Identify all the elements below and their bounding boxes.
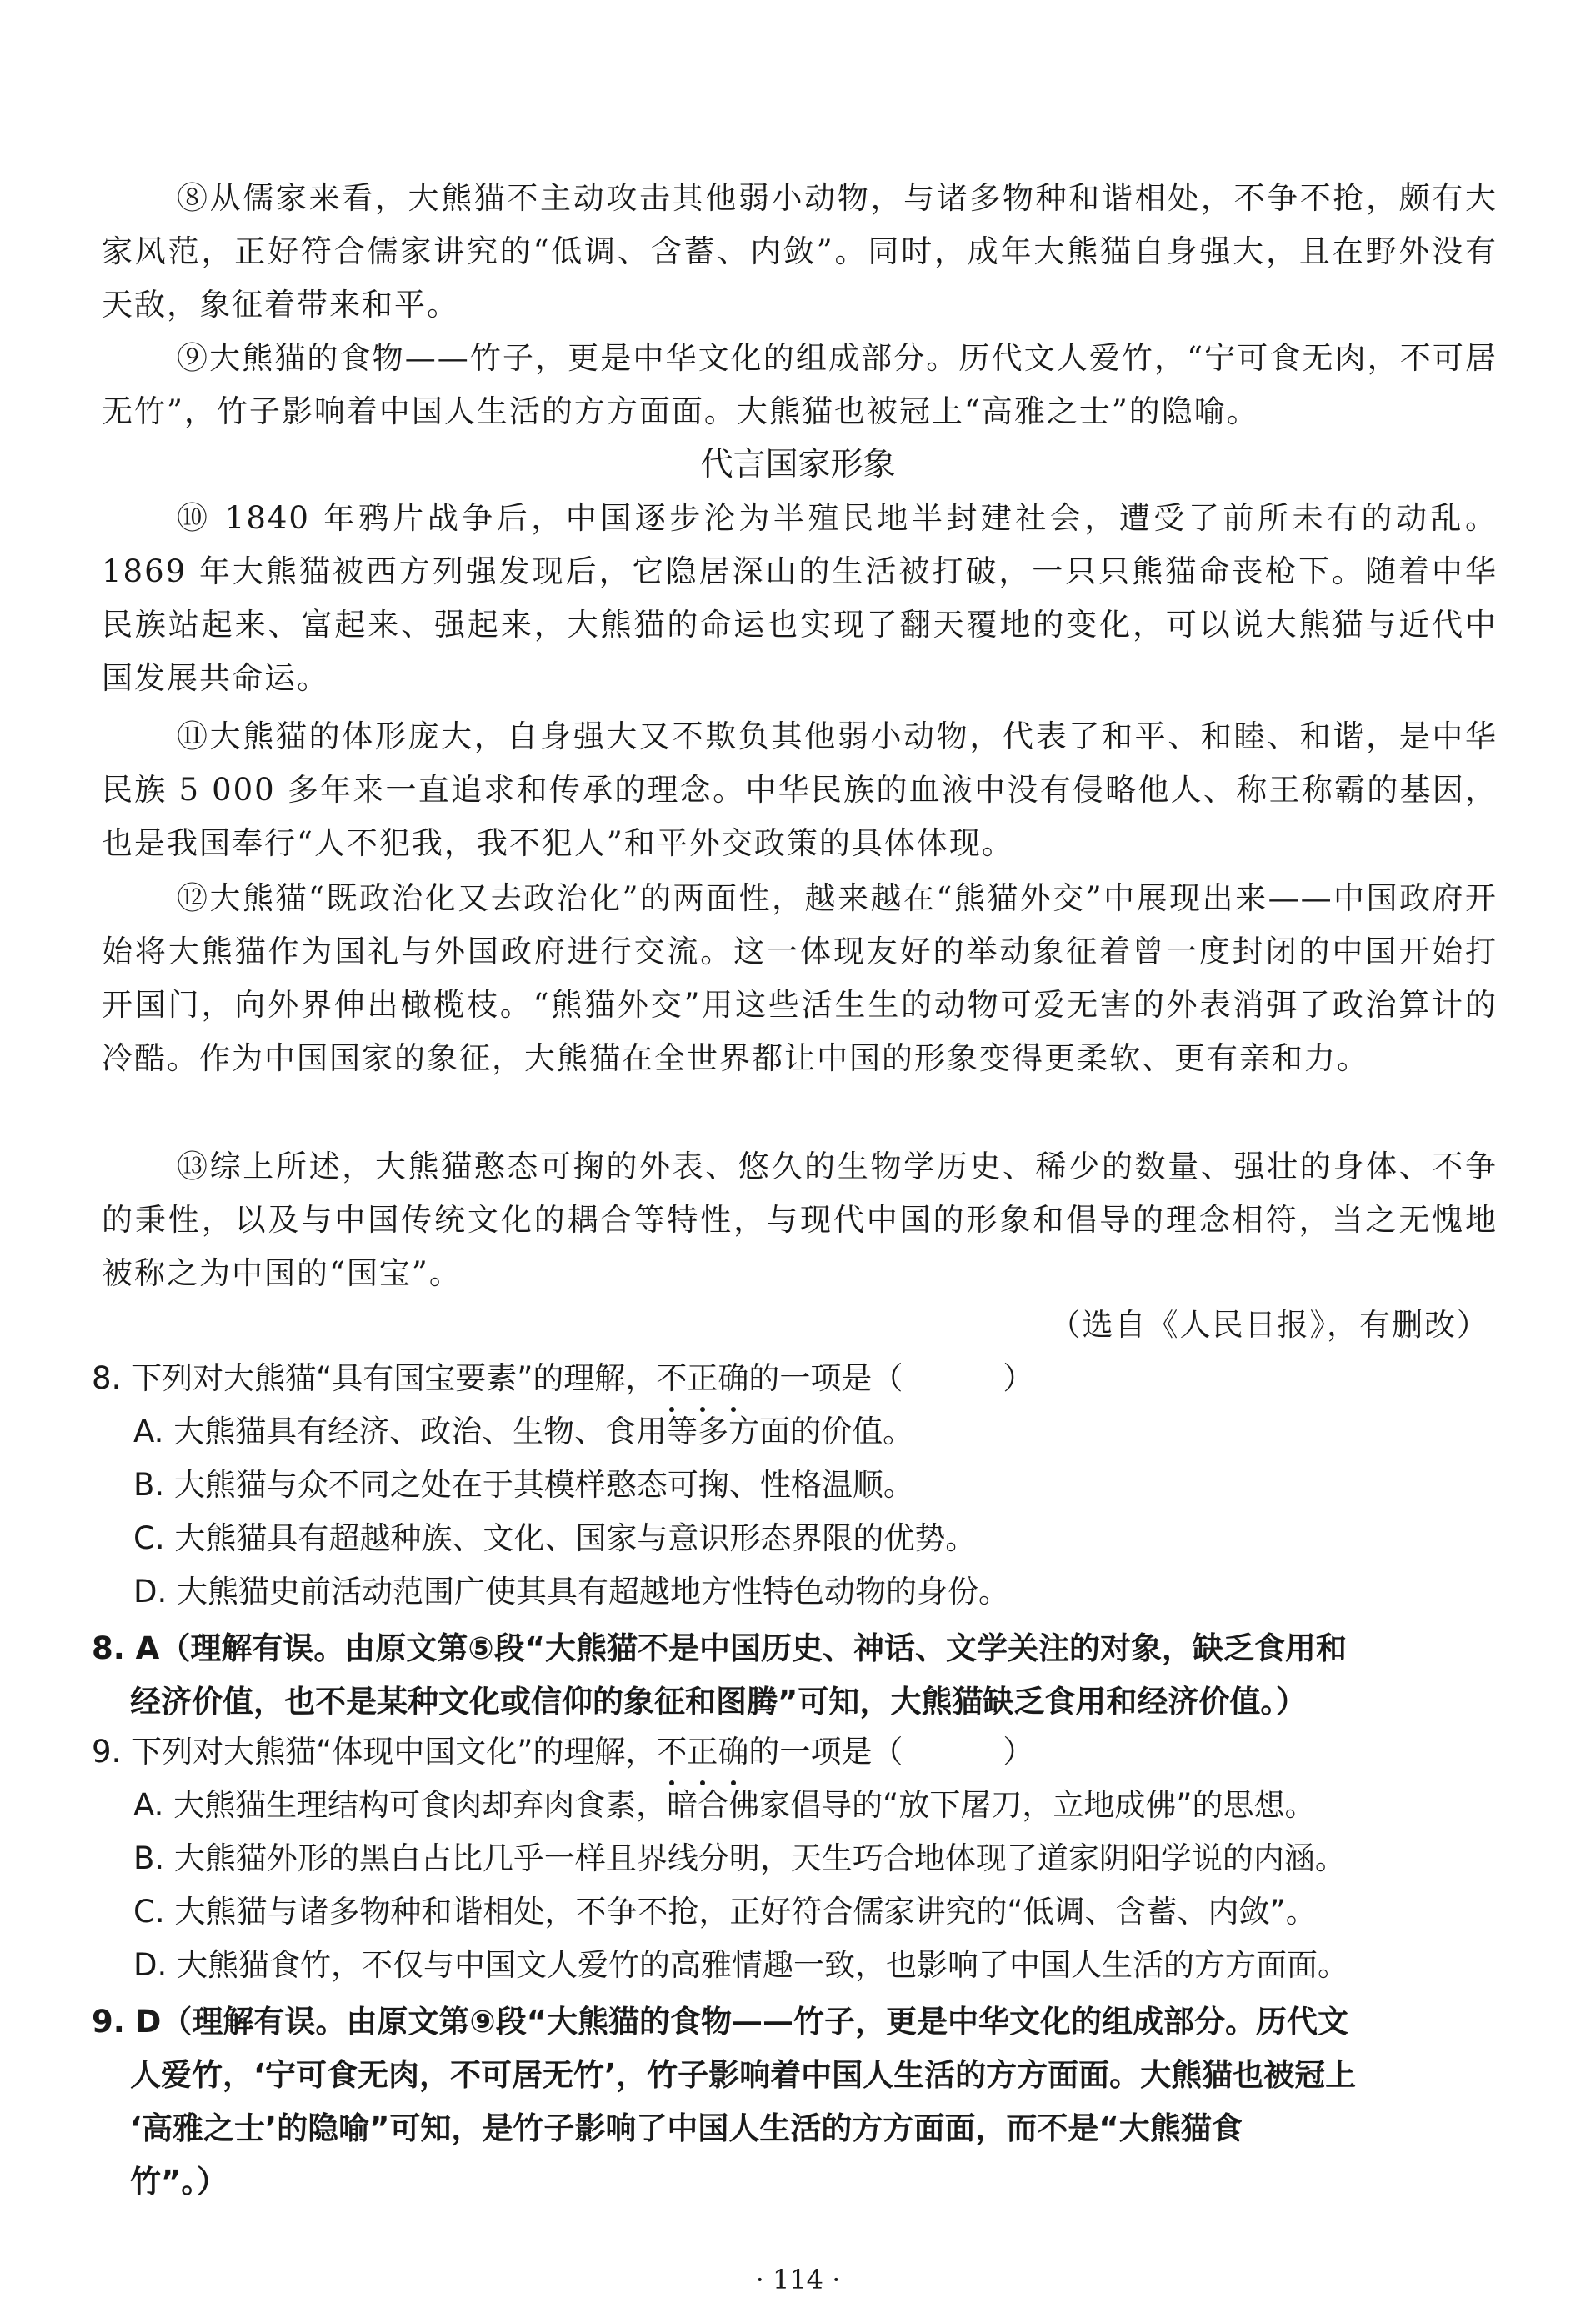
question-8-stem-text: 8. 下列对大熊猫“具有国宝要素”的理解， <box>92 1360 657 1396</box>
question-8-stem <box>92 1352 1508 1405</box>
question-9-stem <box>92 1725 1508 1779</box>
question-9-option-b: B. 大熊猫外形的黑白占比几乎一样且界线分明，天生巧合地体现了道家阴阳学说的内涵。 <box>133 1840 1346 1876</box>
question-9-option-c: C. 大熊猫与诸多物种和谐相处，不争不抢，正好符合儒家讲究的“低调、含蓄、内敛”。 <box>133 1894 1317 1930</box>
source-citation: （选自《人民日报》，有删改） <box>1049 1307 1489 1343</box>
question-9-emphasis: 不正确 <box>656 1725 748 1779</box>
question-8-emphasis: 不正确 <box>656 1352 748 1405</box>
question-8-stem-tail: 的一项是（ <box>748 1360 903 1396</box>
question-9-close: ） <box>1003 1734 1034 1770</box>
page-number: · 114 · <box>755 2264 841 2295</box>
question-9-answer-line-1: 9. D（理解有误。由原文第⑨段“大熊猫的食物——竹子，更是中华文化的组成部分。历代文 <box>92 2004 1349 2040</box>
question-8-answer <box>92 1622 1508 1729</box>
paragraph-10: ⑩ 1840 年鸦片战争后，中国逐步沦为半殖民地半封建社会，遭受了前所未有的动乱。1869 年大熊猫被西方列强发现后，它隐居深山的生活被打破，一只只熊猫命丧枪下。随着中华民族站起来、富起来、强起来，大熊猫的命运也实现了翻天覆地的变化，可以说大熊猫与近代中国发展共命运。 <box>102 500 1498 696</box>
question-9-answer-line-2: 人爱竹，‘宁可食无肉，不可居无竹’，竹子影响着中国人生活的方方面面。大熊猫也被冠上 <box>130 2057 1357 2093</box>
paragraph-13: ⑬综上所述，大熊猫憨态可掬的外表、悠久的生物学历史、稀少的数量、强壮的身体、不争的秉性，以及与中国传统文化的耦合等特性，与现代中国的形象和倡导的理念相符，当之无愧地被称之为中国的“国宝”。 <box>102 1149 1498 1291</box>
question-8-option-a: A. 大熊猫具有经济、政治、生物、食用等多方面的价值。 <box>133 1414 914 1449</box>
question-9-stem-text: 9. 下列对大熊猫“体现中国文化”的理解， <box>92 1734 657 1770</box>
question-8-answer-line-1: 8. A（理解有误。由原文第⑤段“大熊猫不是中国历史、神话、文学关注的对象，缺乏食用和 <box>92 1630 1347 1666</box>
question-9-answer-line-3: ‘高雅之士’的隐喻”可知，是竹子影响了中国人生活的方方面面，而不是“大熊猫食 <box>130 2110 1243 2146</box>
section-heading: 代言国家形象 <box>700 446 896 483</box>
paragraph-11: ⑪大熊猫的体形庞大，自身强大又不欺负其他弱小动物，代表了和平、和睦、和谐，是中华民族 5 000 多年来一直追求和传承的理念。中华民族的血液中没有侵略他人、称王称霸的基因，也是我国奉行“人不犯我，我不犯人”和平外交政策的具体体现。 <box>102 718 1498 861</box>
paragraph-12: ⑫大熊猫“既政治化又去政治化”的两面性，越来越在“熊猫外交”中展现出来——中国政府开始将大熊猫作为国礼与外国政府进行交流。这一体现友好的举动象征着曾一度封闭的中国开始打开国门，向外界伸出橄榄枝。“熊猫外交”用这些活生生的动物可爱无害的外表消弭了政治算计的冷酷。作为中国国家的象征，大熊猫在全世界都让中国的形象变得更柔软、更有亲和力。 <box>102 880 1498 1076</box>
question-8-answer-line-2: 经济价值，也不是某种文化或信仰的象征和图腾”可知，大熊猫缺乏食用和经济价值。） <box>130 1684 1307 1720</box>
question-8-close: ） <box>1003 1360 1034 1396</box>
question-8-option-d: D. 大熊猫史前活动范围广使其具有超越地方性特色动物的身份。 <box>133 1574 1010 1610</box>
question-9-option-d: D. 大熊猫食竹，不仅与中国文人爱竹的高雅情趣一致，也影响了中国人生活的方方面面。 <box>133 1947 1349 1983</box>
question-9-answer <box>92 1995 1508 2209</box>
paragraph-8: ⑧从儒家来看，大熊猫不主动攻击其他弱小动物，与诸多物种和谐相处，不争不抢，颇有大家风范，正好符合儒家讲究的“低调、含蓄、内敛”。同时，成年大熊猫自身强大，且在野外没有天敌，象征着带来和平。 <box>102 180 1498 323</box>
paragraph-9: ⑨大熊猫的食物——竹子，更是中华文化的组成部分。历代文人爱竹，“宁可食无肉，不可居无竹”，竹子影响着中国人生活的方方面面。大熊猫也被冠上“高雅之士”的隐喻。 <box>102 340 1498 429</box>
question-9-stem-tail: 的一项是（ <box>748 1734 903 1770</box>
question-8-option-b: B. 大熊猫与众不同之处在于其模样憨态可掬、性格温顺。 <box>133 1467 914 1503</box>
question-8-option-c: C. 大熊猫具有超越种族、文化、国家与意识形态界限的优势。 <box>133 1520 977 1556</box>
question-9-option-a: A. 大熊猫生理结构可食肉却弃肉食素，暗合佛家倡导的“放下屠刀，立地成佛”的思想。 <box>133 1787 1316 1823</box>
question-9-answer-line-4: 竹”。） <box>130 2164 228 2200</box>
